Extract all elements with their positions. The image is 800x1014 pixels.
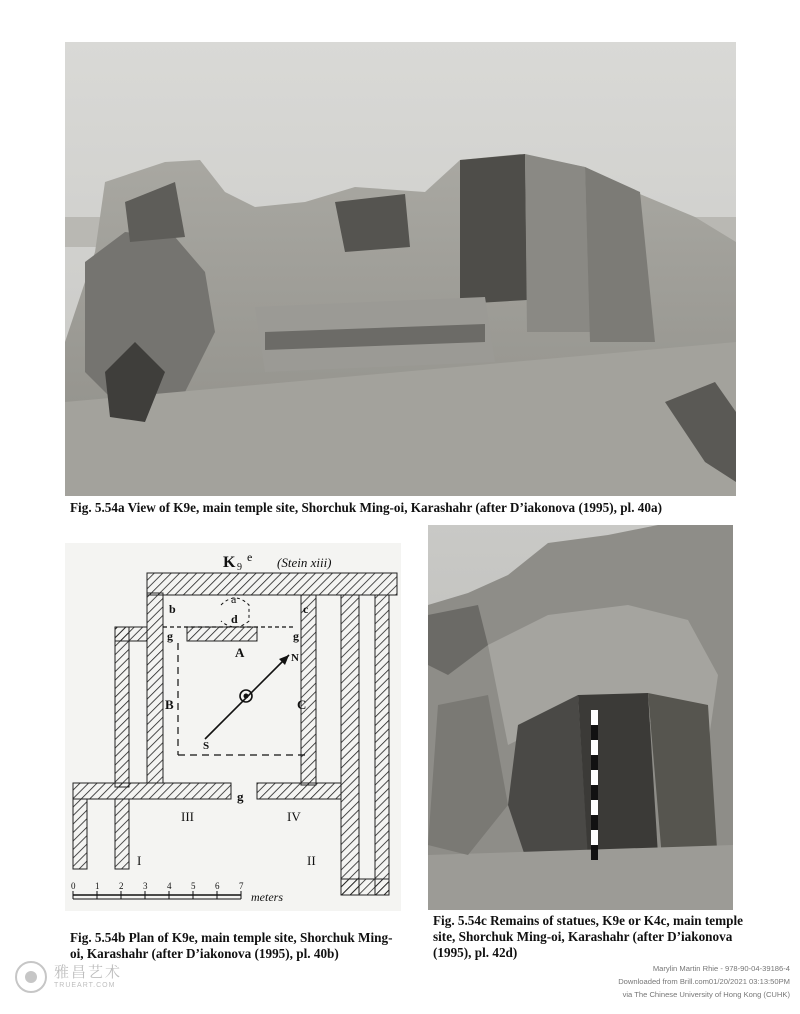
temple-site-photo [65, 42, 736, 496]
scale-tick-2: 2 [119, 881, 124, 891]
stein-note: (Stein xiii) [277, 555, 332, 570]
plan-room-III: III [181, 809, 194, 824]
scale-tick-0: 0 [71, 881, 76, 891]
watermark-sub: TRUEART.COM [54, 981, 116, 989]
watermark-main: 雅昌艺术 [54, 963, 123, 981]
scale-tick-1: 1 [95, 881, 100, 891]
figure-caption-c: Fig. 5.54c Remains of statues, K9e or K4c, main temple site, Shorchuk Ming-oi, Karashahr (after D’iakonova (1995), pl. 42d) [433, 913, 743, 960]
scale-tick-6: 6 [215, 881, 220, 891]
floor-plan-drawing [65, 543, 401, 911]
scale-rod [591, 710, 598, 860]
plan-title-superscript: e [247, 550, 253, 564]
figure-caption-a: Fig. 5.54a View of K9e, main temple site, Shorchuk Ming-oi, Karashahr (after D’iakonova (1995), pl. 40a) [70, 500, 662, 515]
compass-north: N [291, 652, 299, 664]
plan-label-a: a [231, 592, 237, 606]
scale-bar [73, 891, 241, 899]
plan-label-A: A [235, 645, 245, 660]
compass-south: S [203, 740, 210, 752]
plan-room-IV: IV [287, 809, 301, 824]
scale-tick-4: 4 [167, 881, 172, 891]
plan-label-b: b [169, 602, 176, 616]
scale-tick-3: 3 [143, 881, 148, 891]
statue-remains-image [428, 525, 733, 910]
temple-floor-plan [65, 543, 401, 911]
plan-title: K [223, 554, 236, 571]
plan-title-subscript: 9 [237, 562, 242, 573]
plan-room-I: I [137, 853, 142, 868]
figure-caption-b: Fig. 5.54b Plan of K9e, main temple site, Shorchuk Ming-oi, Karashahr (after D’iakonova (1995), pl. 40b) [70, 930, 393, 961]
trueart-watermark [14, 960, 122, 994]
plan-label-d: d [231, 612, 238, 626]
footer-author-line: Marylin Martin Rhie - 978-90-04-39186-4 [652, 964, 790, 973]
scale-tick-5: 5 [191, 881, 196, 891]
plan-label-c: c [303, 602, 309, 616]
plan-label-C: C [297, 697, 307, 712]
scale-unit: meters [251, 890, 283, 904]
trueart-logo-icon [14, 960, 48, 994]
scale-tick-7: 7 [239, 881, 244, 891]
footer-download-line: Downloaded from Brill.com01/20/2021 03:13:50PM [618, 977, 790, 986]
plan-label-g-bottom: g [237, 789, 244, 804]
plan-label-g-right: g [293, 629, 299, 643]
plan-label-B: B [165, 697, 174, 712]
plan-label-g-left: g [167, 629, 173, 643]
download-footer [618, 962, 790, 1001]
footer-institution-line: via The Chinese University of Hong Kong (CUHK) [622, 990, 790, 999]
temple-ruins-image [65, 42, 736, 496]
plan-room-II: II [307, 853, 316, 868]
statue-remains-photo [428, 525, 733, 910]
